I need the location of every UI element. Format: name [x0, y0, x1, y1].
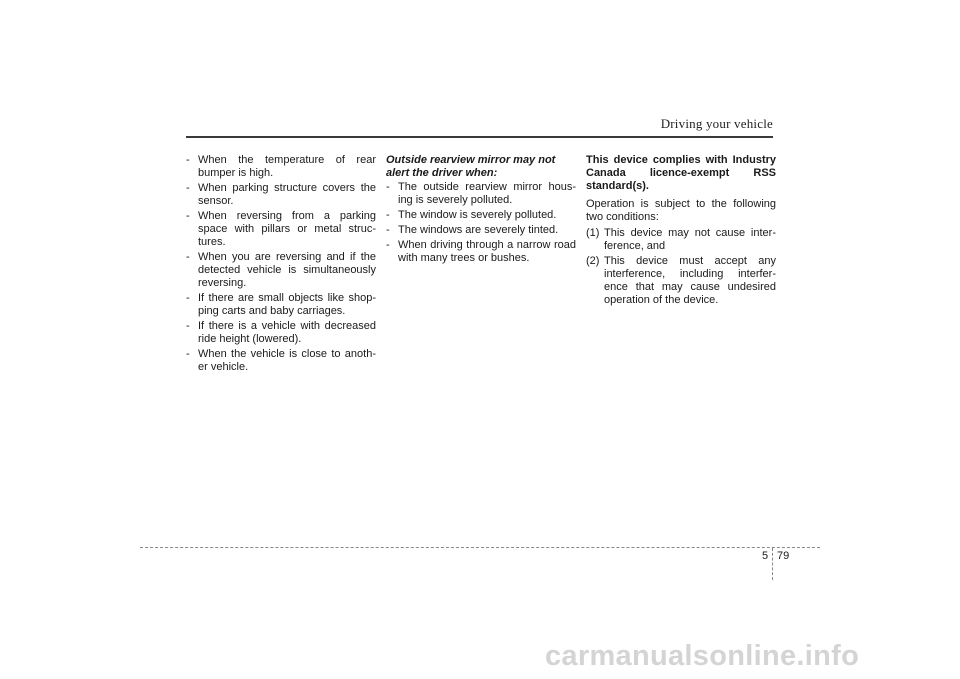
condition-number: (2): [586, 255, 600, 267]
bullet-dash: -: [186, 251, 190, 263]
list-item-text: When you are reversing and if the detected vehicle is simultaneously reversing.: [198, 251, 376, 289]
list-item: [386, 181, 576, 207]
list-item-text: When driving through a narrow road with many trees or bushes.: [398, 239, 576, 264]
list-item-text: If there are small objects like shop- ping carts and baby carriages.: [198, 292, 376, 317]
list-item-text: When parking structure covers the sensor.: [198, 182, 376, 207]
footer-rule: [140, 547, 820, 548]
list-item: [186, 292, 376, 318]
bullet-dash: -: [186, 182, 190, 194]
section-title: Driving your vehicle: [660, 116, 773, 131]
list-item-text: When the temperature of rear bumper is high.: [198, 154, 376, 179]
conditions-intro: Operation is subject to the following two conditions:: [586, 198, 776, 223]
list-item: [186, 251, 376, 290]
condition-text: This device may not cause inter- ference, and: [604, 227, 776, 252]
bullet-dash: -: [186, 154, 190, 166]
list-item-text: If there is a vehicle with decreased ride height (lowered).: [198, 320, 376, 345]
list-item-text: When reversing from a parking space with pillars or metal struc- tures.: [198, 210, 376, 248]
list-item: [186, 320, 376, 346]
list-item-text: The outside rearview mirror hous- ing is severely polluted.: [398, 181, 576, 206]
watermark: carmanualsonline.info: [545, 640, 860, 672]
list-item-text: When the vehicle is close to anoth- er vehicle.: [198, 348, 376, 373]
bullet-dash: -: [386, 239, 390, 251]
list-item: [386, 224, 576, 237]
header-rule: [186, 136, 773, 138]
condition-number: (1): [586, 227, 600, 239]
bullet-dash: -: [186, 210, 190, 222]
list-item: [386, 209, 576, 222]
bullet-dash: -: [186, 292, 190, 304]
list-item: [186, 348, 376, 374]
list-item-text: The windows are severely tinted.: [398, 224, 559, 236]
condition-item: [586, 255, 776, 307]
footer-divider: [772, 548, 773, 580]
list-item: [386, 239, 576, 265]
list-item: [186, 210, 376, 249]
column-3: [586, 154, 776, 309]
bullet-dash: -: [186, 348, 190, 360]
bullet-dash: -: [386, 181, 390, 193]
list-item-text: The window is severely polluted.: [398, 209, 557, 221]
list-item: [186, 154, 376, 180]
bullet-dash: -: [386, 209, 390, 221]
page-number: 79: [777, 550, 790, 562]
bullet-dash: -: [186, 320, 190, 332]
list-item: [186, 182, 376, 208]
column-1: [186, 154, 376, 376]
compliance-statement: This device complies with Industry Canada licence-exempt RSS standard(s).: [586, 154, 776, 192]
column-2: [386, 154, 576, 267]
condition-item: [586, 227, 776, 253]
subsection-heading: Outside rearview mirror may not alert the driver when:: [386, 154, 556, 179]
bullet-dash: -: [386, 224, 390, 236]
condition-text: This device must accept any interference, including interfer- ence that may cause undesired operation of the device.: [604, 255, 776, 306]
chapter-number: 5: [762, 550, 769, 562]
